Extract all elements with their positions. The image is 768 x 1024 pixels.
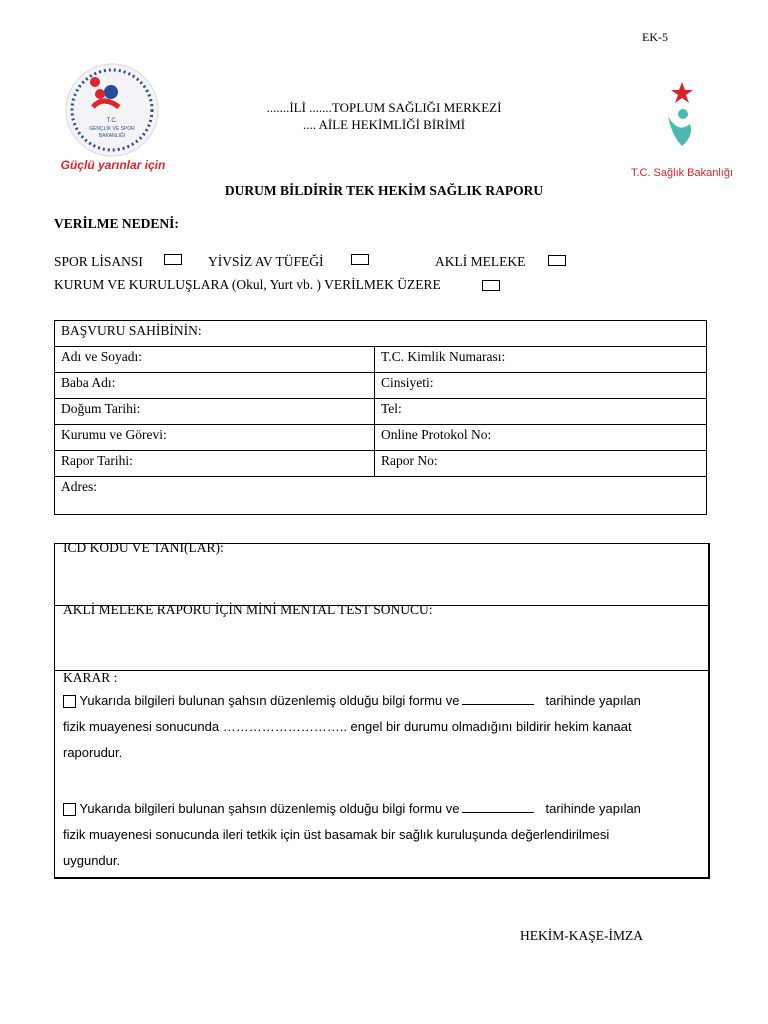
option-akli: [435, 254, 525, 270]
logo-health-text: T.C. Sağlık Bakanlığı: [630, 167, 734, 179]
applicant-heading: BAŞVURU SAHİBİNİN:: [55, 321, 707, 347]
checkbox-akli[interactable]: [548, 255, 566, 266]
decision-box: [54, 540, 710, 879]
option-akli-label: AKLİ MELEKE: [435, 254, 526, 269]
option-yivsiz: [208, 254, 324, 270]
reason-label: VERİLME NEDENİ:: [54, 216, 179, 231]
decision-label: KARAR :: [63, 670, 118, 685]
icd-label: ICD KODU VE TANI(LAR):: [63, 540, 224, 555]
option-spor-label: SPOR LİSANSI: [54, 254, 143, 269]
field-protocol-no[interactable]: Online Protokol No:: [375, 425, 707, 451]
header-line-2: .... AİLE HEKİMLİĞİ BİRİMİ: [302, 117, 466, 132]
date-blank-2[interactable]: [462, 812, 534, 813]
checkbox-further-exam[interactable]: [63, 803, 76, 816]
field-name[interactable]: Adı ve Soyadı:: [55, 347, 375, 373]
logo-tc: T.C.: [106, 118, 118, 124]
field-birth-date[interactable]: Doğum Tarihi:: [55, 399, 375, 425]
applicant-table: [54, 320, 707, 515]
p1-text-d: raporudur.: [63, 745, 123, 760]
p1-text-c: fizik muayenesi sonucunda ……………………….. engel bir durumu olmadığını bildirir hekim kanaat: [63, 719, 632, 734]
page-title: DURUM BİLDİRİR TEK HEKİM SAĞLIK RAPORU: [224, 183, 544, 198]
decision-option-2: [63, 796, 703, 874]
option-yivsiz-label: YİVSİZ AV TÜFEĞİ: [208, 254, 324, 269]
header-line-1: .......İLİ .......TOPLUM SAĞLIĞI MERKEZİ: [266, 100, 502, 115]
field-report-date[interactable]: Rapor Tarihi:: [55, 451, 375, 477]
annex-label: EK-5: [642, 30, 668, 44]
p2-text-c: fizik muayenesi sonucunda ileri tetkik için üst basamak bir sağlık kuruluşunda değerlendirilmesi: [63, 827, 610, 842]
p1-text-b: tarihinde yapılan: [545, 693, 641, 708]
option-kurum: [54, 277, 441, 293]
field-gender[interactable]: Cinsiyeti:: [375, 373, 707, 399]
logo-ministry-1: GENÇLİK VE SPOR: [89, 126, 135, 132]
field-address[interactable]: Adres:: [55, 477, 707, 515]
p2-text-a: Yukarıda bilgileri bulunan şahsın düzenlemiş olduğu bilgi formu ve: [79, 801, 460, 816]
option-spor: [54, 254, 143, 270]
p1-text-a: Yukarıda bilgileri bulunan şahsın düzenlemiş olduğu bilgi formu ve: [79, 693, 460, 708]
date-blank-1[interactable]: [462, 704, 534, 705]
logo-ministry-2: BAKANLIĞI: [98, 133, 126, 139]
p2-text-d: uygundur.: [63, 853, 121, 868]
field-tc-id[interactable]: T.C. Kimlik Numarası:: [375, 347, 707, 373]
decision-option-1: [63, 688, 703, 766]
checkbox-kurum[interactable]: [482, 280, 500, 291]
checkbox-no-obstacle[interactable]: [63, 695, 76, 708]
signature-label: HEKİM-KAŞE-İMZA: [520, 928, 643, 943]
field-phone[interactable]: Tel:: [375, 399, 707, 425]
logo-slogan: Güçlü yarınlar için: [60, 158, 166, 172]
field-institution[interactable]: Kurumu ve Görevi:: [55, 425, 375, 451]
field-report-no[interactable]: Rapor No:: [375, 451, 707, 477]
checkbox-spor[interactable]: [164, 254, 182, 265]
mental-test-label: AKLİ MELEKE RAPORU İÇİN MİNİ MENTAL TEST SONUCU:: [63, 602, 433, 617]
checkbox-yivsiz[interactable]: [351, 254, 369, 265]
field-father-name[interactable]: Baba Adı:: [55, 373, 375, 399]
option-kurum-label: KURUM VE KURULUŞLARA (Okul, Yurt vb. ) VERİLMEK ÜZERE: [54, 277, 441, 292]
p2-text-b: tarihinde yapılan: [545, 801, 641, 816]
